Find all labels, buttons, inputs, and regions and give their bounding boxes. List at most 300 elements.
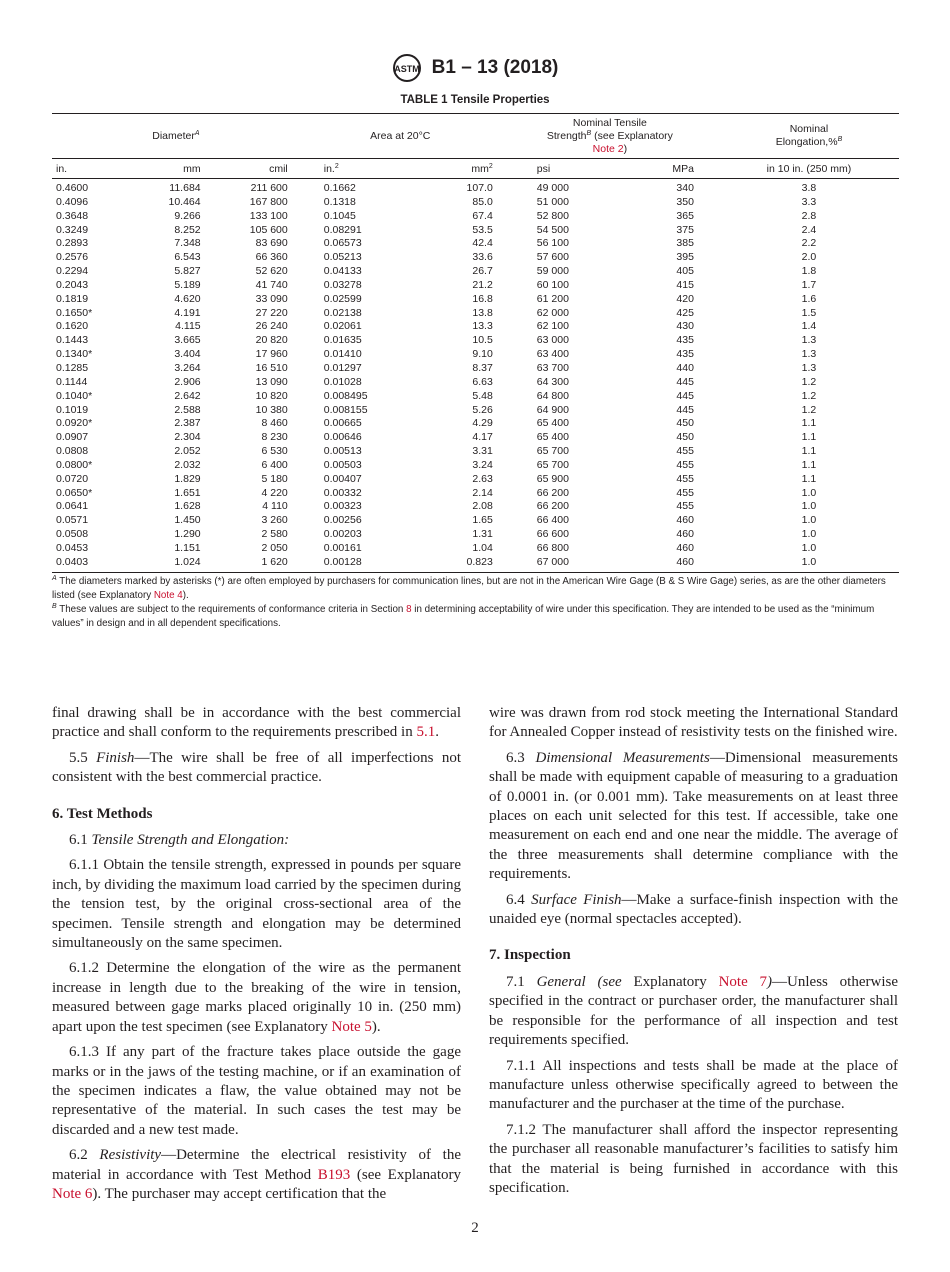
text-run: final drawing shall be in accordance with the best commercial practice and shall conform to the requirements prescribed in xyxy=(52,705,461,741)
cell-diameter-mm: 2.588 xyxy=(174,403,201,416)
cell-area-mm2: 1.65 xyxy=(472,514,493,527)
cell-strength-psi: 49 000 xyxy=(536,182,569,194)
cell-diameter-in: 0.0650* xyxy=(56,486,93,499)
text-run: 6.2 xyxy=(69,1147,100,1164)
unit-elongation: in 10 in. (250 mm) xyxy=(719,159,899,179)
unit-cmil: cmil xyxy=(201,159,300,179)
cell-strength-psi: 62 100 xyxy=(536,320,569,333)
table-row xyxy=(52,542,899,556)
cell-area-mm2: 13.3 xyxy=(472,320,493,333)
cell-strength-mpa: 340 xyxy=(676,182,694,194)
cell-elongation: 2.8 xyxy=(801,209,817,222)
cell-strength-mpa: 375 xyxy=(676,223,694,236)
cell-diameter-cmil: 10 380 xyxy=(255,403,288,416)
cell-diameter-in: 0.1285 xyxy=(56,361,89,374)
cell-strength-mpa: 455 xyxy=(676,472,694,485)
cell-area-in2: 0.01410 xyxy=(323,348,362,361)
cell-diameter-cmil: 52 620 xyxy=(255,265,288,278)
text-run: 6.1.1 Obtain the tensile strength, expressed in pounds per square inch, by dividing the maximum load carried by the specimen during the tension test, by the original cross-sectional area of the specimen. Tensile strength and elongation may be determined simultaneously on the same specimen. xyxy=(52,857,461,952)
cell-diameter-cmil: 41 740 xyxy=(255,278,288,291)
cell-elongation: 2.0 xyxy=(801,251,817,264)
cell-strength-mpa: 435 xyxy=(676,348,694,361)
cell-diameter-in: 0.0508 xyxy=(56,528,89,541)
table-row xyxy=(52,487,899,501)
cell-diameter-cmil: 3 260 xyxy=(261,514,288,527)
cell-diameter-cmil: 26 240 xyxy=(255,320,288,333)
text-run: 6.1.3 If any part of the fracture takes place outside the gage marks or in the jaws of the testing machine, or if an examination of the specimen indicates a flaw, the value obtained may not be representative of the material. In such cases the test may be discarded and a new test made. xyxy=(52,1044,461,1138)
cell-strength-mpa: 460 xyxy=(600,556,719,572)
italic-run: Resistivity xyxy=(99,1147,162,1164)
table-row xyxy=(52,404,899,418)
unit-in2: in.$^2$ xyxy=(300,159,368,179)
cell-strength-psi: 66 600 xyxy=(536,528,569,541)
cell-strength-psi: 64 900 xyxy=(536,403,569,416)
cell-strength-psi: 67 000 xyxy=(501,556,600,572)
text-run: 6.3 xyxy=(506,749,536,766)
cell-diameter-in: 0.0453 xyxy=(56,541,89,554)
cell-strength-mpa: 435 xyxy=(676,334,694,347)
cell-strength-psi: 66 800 xyxy=(536,541,569,554)
cell-diameter-mm: 2.304 xyxy=(174,431,201,444)
cell-strength-psi: 65 900 xyxy=(536,472,569,485)
cell-diameter-cmil: 167 800 xyxy=(249,195,288,208)
cell-elongation: 2.4 xyxy=(801,223,817,236)
unit-mm2: $mm^2$ xyxy=(368,159,501,179)
table-row xyxy=(52,390,899,404)
cell-elongation: 1.2 xyxy=(801,375,817,388)
cell-area-in2: 0.06573 xyxy=(323,237,362,250)
cell-diameter-mm: 8.252 xyxy=(174,223,201,236)
table-row xyxy=(52,307,899,321)
cell-diameter-mm: 7.348 xyxy=(174,237,201,250)
cell-diameter-mm: 5.189 xyxy=(174,278,201,291)
text-run: 7.1.1 All inspections and tests shall be made at the place of manufacture unless otherwise specifically agreed to between the manufacturer and the purchaser at the time of the purchase. xyxy=(489,1057,898,1113)
cell-strength-mpa: 455 xyxy=(676,500,694,513)
unit-psi: psi xyxy=(501,159,600,179)
cell-diameter-cmil: 33 090 xyxy=(255,292,288,305)
section-heading xyxy=(52,805,461,824)
cell-strength-psi: 61 200 xyxy=(536,292,569,305)
cell-elongation: 1.5 xyxy=(801,306,817,319)
cell-elongation: 1.0 xyxy=(801,514,817,527)
cell-area-in2: 0.01028 xyxy=(323,375,362,388)
cell-area-in2: 0.02599 xyxy=(323,292,362,305)
cell-area-in2: 0.00161 xyxy=(323,541,362,554)
left-text-column xyxy=(52,704,461,1210)
cell-area-in2: 0.01297 xyxy=(323,361,362,374)
text-run: 6.4 xyxy=(506,891,532,908)
cell-diameter-mm: 1.151 xyxy=(174,541,201,554)
cell-diameter-in: 0.0571 xyxy=(56,514,89,527)
reference-link[interactable]: Note 6 xyxy=(52,1185,93,1202)
cell-strength-mpa: 445 xyxy=(676,375,694,388)
italic-run: ) xyxy=(767,973,773,990)
cell-diameter-in: 0.4600 xyxy=(56,182,89,194)
cell-strength-psi: 66 200 xyxy=(536,486,569,499)
paragraph xyxy=(52,749,461,788)
cell-strength-mpa: 405 xyxy=(676,265,694,278)
cell-diameter-in: 0.4096 xyxy=(56,195,89,208)
text-run: 5.5 xyxy=(69,749,97,766)
cell-strength-psi: 63 700 xyxy=(536,361,569,374)
table-row xyxy=(52,362,899,376)
cell-area-mm2: 3.31 xyxy=(472,445,493,458)
cell-diameter-in: 0.0641 xyxy=(56,500,89,513)
cell-elongation: 1.0 xyxy=(801,500,817,513)
area-group-header: Area at 20°C xyxy=(300,114,501,159)
table-row xyxy=(52,500,899,514)
paragraph xyxy=(489,1121,898,1199)
cell-strength-mpa: 365 xyxy=(676,209,694,222)
italic-run: Surface Finish xyxy=(531,891,622,908)
cell-area-mm2: 21.2 xyxy=(472,278,493,291)
cell-area-in2: 0.02061 xyxy=(323,320,362,333)
cell-strength-psi: 66 200 xyxy=(536,500,569,513)
cell-diameter-in: 0.1040* xyxy=(56,389,93,402)
cell-strength-psi: 65 700 xyxy=(536,445,569,458)
cell-elongation: 1.2 xyxy=(801,389,817,402)
table-row xyxy=(52,179,899,196)
cell-area-in2: 0.00203 xyxy=(323,528,362,541)
cell-diameter-in: 0.1144 xyxy=(56,375,88,388)
cell-diameter-in: 0.2294 xyxy=(56,265,89,278)
cell-area-mm2: 42.4 xyxy=(472,237,493,250)
text-run: wire was drawn from rod stock meeting the International Standard for Annealed Copper instead of resistivity tests on the finished wire. xyxy=(489,705,898,741)
cell-diameter-cmil: 27 220 xyxy=(255,306,288,319)
cell-area-in2: 0.02138 xyxy=(323,306,362,319)
cell-strength-psi: 60 100 xyxy=(536,278,569,291)
cell-area-mm2: 9.10 xyxy=(472,348,493,361)
paragraph xyxy=(52,704,461,743)
text-run: 6. Test Methods xyxy=(52,805,153,822)
table-row xyxy=(52,251,899,265)
cell-strength-mpa: 415 xyxy=(676,278,694,291)
cell-diameter-in: 0.2576 xyxy=(56,251,89,264)
section-heading xyxy=(489,946,898,965)
cell-elongation: 1.3 xyxy=(801,334,817,347)
cell-diameter-in: 0.1340* xyxy=(56,348,93,361)
text-run: —Make a surface-finish inspection with the unaided eye (normal spectacles accepted). xyxy=(489,891,899,928)
cell-diameter-cmil: 4 110 xyxy=(262,500,288,513)
cell-diameter-cmil: 13 090 xyxy=(255,375,288,388)
page-number: 2 xyxy=(471,1220,479,1236)
text-run: 6.1 xyxy=(69,832,92,849)
italic-run: Finish xyxy=(96,749,135,766)
cell-area-mm2: 1.04 xyxy=(472,541,493,554)
table-row xyxy=(52,445,899,459)
cell-strength-mpa: 425 xyxy=(676,306,694,319)
cell-strength-psi: 65 700 xyxy=(536,458,569,471)
text-run: 6.1.2 Determine the elongation of the wire as the permanent increase in length due to the breaking of the wire in tension, measured between gage marks placed originally 10 in. (250 mm) apart upon the test specimen (see Explanatory xyxy=(52,960,461,1035)
paragraph xyxy=(489,1057,898,1115)
cell-diameter-mm: 2.906 xyxy=(174,375,201,388)
astm-logo-icon xyxy=(392,52,422,84)
cell-strength-mpa: 445 xyxy=(676,389,694,402)
cell-area-mm2: 4.17 xyxy=(472,431,493,444)
table-row xyxy=(52,237,899,251)
text-run: Explanatory xyxy=(633,973,719,990)
cell-diameter-cmil: 5 180 xyxy=(261,472,288,485)
cell-area-in2: 0.00407 xyxy=(323,472,362,485)
cell-area-mm2: 1.31 xyxy=(472,528,493,541)
cell-area-mm2: 107.0 xyxy=(466,182,493,194)
reference-link[interactable]: Note 5 xyxy=(331,1018,372,1035)
cell-diameter-cmil: 83 690 xyxy=(255,237,288,250)
cell-diameter-in: 0.2043 xyxy=(56,278,89,291)
cell-diameter-mm: 3.404 xyxy=(174,348,201,361)
cell-diameter-in: 0.1620 xyxy=(56,320,89,333)
note-2-link[interactable]: Note 2 xyxy=(592,142,624,155)
cell-diameter-cmil: 17 960 xyxy=(255,348,288,361)
paragraph xyxy=(489,749,898,885)
reference-link[interactable]: B193 xyxy=(317,1166,351,1183)
cell-diameter-cmil: 105 600 xyxy=(249,223,288,236)
cell-area-in2: 0.1318 xyxy=(323,195,356,208)
cell-diameter-cmil: 20 820 xyxy=(255,334,288,347)
section-8-link[interactable]: 8 xyxy=(406,604,412,615)
cell-diameter-cmil: 6 400 xyxy=(261,458,288,471)
table-title: TABLE 1 Tensile Properties xyxy=(400,94,550,106)
cell-elongation: 1.2 xyxy=(801,403,817,416)
note-4-link[interactable]: Note 4 xyxy=(153,589,183,601)
elongation-group-header: Nominal Elongation,%$^B$ xyxy=(719,114,899,159)
cell-strength-psi: 65 400 xyxy=(536,417,569,430)
cell-diameter-cmil: 2 580 xyxy=(261,528,288,541)
cell-area-mm2: 3.24 xyxy=(472,458,493,471)
cell-diameter-mm: 9.266 xyxy=(174,209,201,222)
cell-diameter-mm: 3.264 xyxy=(174,361,201,374)
text-run: ). The purchaser may accept certification that the xyxy=(92,1185,387,1202)
table-row xyxy=(52,196,899,210)
text-run: 7.1 xyxy=(506,973,537,990)
table-row xyxy=(52,417,899,431)
cell-strength-psi: 56 100 xyxy=(536,237,569,250)
cell-strength-mpa: 430 xyxy=(676,320,694,333)
cell-strength-mpa: 450 xyxy=(676,417,694,430)
diameter-group-header: Diameter$^A$ xyxy=(52,114,300,159)
table-row xyxy=(52,376,899,390)
cell-area-mm2: 5.26 xyxy=(472,403,493,416)
paragraph xyxy=(489,891,898,930)
cell-area-in2: 0.00128 xyxy=(300,556,368,572)
cell-strength-mpa: 460 xyxy=(676,528,694,541)
cell-strength-mpa: 420 xyxy=(676,292,694,305)
cell-diameter-cmil: 211 600 xyxy=(250,182,288,194)
cell-diameter-mm: 4.115 xyxy=(175,320,201,333)
paragraph xyxy=(52,1146,461,1204)
cell-strength-mpa: 450 xyxy=(676,431,694,444)
cell-strength-psi: 57 600 xyxy=(536,251,569,264)
cell-strength-psi: 65 400 xyxy=(536,431,569,444)
cell-area-mm2: 16.8 xyxy=(472,292,493,305)
paragraph xyxy=(52,856,461,953)
cell-elongation: 1.1 xyxy=(801,458,817,471)
cell-diameter-cmil: 16 510 xyxy=(255,361,288,374)
cell-elongation: 1.0 xyxy=(801,486,817,499)
cell-diameter-in: 0.1019 xyxy=(56,403,89,416)
cell-strength-psi: 59 000 xyxy=(536,265,569,278)
table-row xyxy=(52,556,899,572)
cell-elongation: 1.0 xyxy=(801,541,817,554)
cell-diameter-in: 0.0920* xyxy=(56,417,93,430)
table-row xyxy=(52,210,899,224)
cell-diameter-mm: 1.450 xyxy=(174,514,201,527)
cell-diameter-in: 0.3249 xyxy=(56,223,89,236)
cell-diameter-mm: 1.290 xyxy=(174,528,201,541)
italic-run: General (see xyxy=(536,973,634,990)
cell-area-in2: 0.04133 xyxy=(323,265,362,278)
cell-elongation: 1.3 xyxy=(801,361,817,374)
cell-area-in2: 0.00646 xyxy=(323,431,362,444)
text-run: —Dimensional measurements shall be made with equipment capable of measuring to a graduation of 0.0001 in. (or 0.001 mm). Take measurements on at least three places on each unit selected for this test. If accessible, take one measurement on each end and one near the middle. The average of the three measurements shall determine compliance with the requirements. xyxy=(489,749,899,883)
table-row xyxy=(52,348,899,362)
reference-link[interactable]: Note 7 xyxy=(718,973,768,990)
cell-area-in2: 0.1045 xyxy=(323,209,356,222)
cell-area-mm2: 26.7 xyxy=(472,265,493,278)
cell-diameter-mm: 10.464 xyxy=(168,195,201,208)
cell-area-in2: 0.008155 xyxy=(323,403,368,416)
tensile-properties-table xyxy=(52,113,899,573)
cell-diameter-in: 0.2893 xyxy=(56,237,89,250)
cell-strength-mpa: 455 xyxy=(676,458,694,471)
table-row xyxy=(52,334,899,348)
cell-diameter-in: 0.0808 xyxy=(56,445,89,458)
text-run: . xyxy=(435,724,439,741)
cell-strength-mpa: 445 xyxy=(676,403,694,416)
cell-diameter-cmil: 66 360 xyxy=(255,251,288,264)
cell-diameter-in: 0.3648 xyxy=(56,209,89,222)
cell-diameter-in: 0.0403 xyxy=(52,556,131,572)
cell-strength-psi: 62 000 xyxy=(536,306,569,319)
cell-strength-mpa: 440 xyxy=(676,361,694,374)
paragraph xyxy=(52,1043,461,1140)
table-row xyxy=(52,431,899,445)
cell-area-mm2: 85.0 xyxy=(472,195,493,208)
cell-strength-mpa: 455 xyxy=(676,486,694,499)
unit-mm: mm xyxy=(131,159,200,179)
cell-diameter-cmil: 2 050 xyxy=(261,541,288,554)
cell-area-in2: 0.08291 xyxy=(323,223,362,236)
cell-diameter-in: 0.1443 xyxy=(56,334,89,347)
cell-strength-mpa: 385 xyxy=(676,237,694,250)
cell-diameter-cmil: 1 620 xyxy=(201,556,300,572)
cell-diameter-mm: 1.651 xyxy=(174,486,201,499)
paragraph xyxy=(489,704,898,743)
footnote-a: $^A$ The diameters marked by asterisks (*) are often employed by purchasers for communication lines, but are not in the American Wire Gage (B & S Wire Gage) series, as are the other diameters listed (see Explanatory Note 4). xyxy=(52,575,886,601)
table-row xyxy=(52,293,899,307)
cell-elongation: 3.8 xyxy=(801,182,817,194)
paragraph xyxy=(52,831,461,850)
cell-area-mm2: 6.63 xyxy=(472,375,493,388)
cell-diameter-mm: 1.628 xyxy=(174,500,201,513)
cell-diameter-cmil: 6 530 xyxy=(261,445,288,458)
svg-text:ASTM: ASTM xyxy=(393,64,420,74)
cell-diameter-in: 0.0907 xyxy=(56,431,89,444)
cell-area-in2: 0.05213 xyxy=(323,251,362,264)
right-text-column xyxy=(489,704,898,1204)
text-run: —The wire shall be free of all imperfections not consistent with the best commercial practice. xyxy=(52,749,461,786)
cell-area-mm2: 67.4 xyxy=(472,209,493,222)
table-row xyxy=(52,473,899,487)
cell-diameter-cmil: 8 230 xyxy=(261,431,288,444)
text-run: (see Explanatory xyxy=(350,1166,461,1183)
strength-group-header: Nominal Tensile Strength$^B$ (see Explanatory Note 2) xyxy=(501,114,719,159)
cell-strength-psi: 52 800 xyxy=(536,209,569,222)
cell-area-in2: 0.01635 xyxy=(323,334,362,347)
cell-diameter-in: 0.1819 xyxy=(56,292,89,305)
cell-strength-mpa: 395 xyxy=(676,251,694,264)
table-row xyxy=(52,320,899,334)
cell-area-mm2: 2.63 xyxy=(472,472,493,485)
cell-diameter-mm: 3.665 xyxy=(174,334,201,347)
cell-area-mm2: 0.823 xyxy=(368,556,501,572)
cell-strength-psi: 54 500 xyxy=(536,223,569,236)
cell-elongation: 1.0 xyxy=(801,528,817,541)
cell-strength-psi: 63 000 xyxy=(536,334,569,347)
cell-strength-mpa: 460 xyxy=(676,514,694,527)
text-run: —Determine the electrical resistivity of the material in accordance with Test Method xyxy=(52,1147,461,1183)
cell-diameter-in: 0.0800* xyxy=(56,458,93,471)
cell-strength-mpa: 455 xyxy=(676,445,694,458)
cell-area-in2: 0.00665 xyxy=(323,417,362,430)
cell-elongation: 1.0 xyxy=(719,556,899,572)
cell-elongation: 1.7 xyxy=(801,278,817,291)
cell-diameter-mm: 2.052 xyxy=(174,445,201,458)
cell-diameter-in: 0.1650* xyxy=(56,306,93,319)
text-run: 7.1.2 The manufacturer shall afford the inspector representing the purchaser all reasonable manufacturer’s facilities to satisfy him that the material is being furnished in accordance with this specification. xyxy=(489,1121,898,1196)
cell-area-mm2: 13.8 xyxy=(472,306,493,319)
cell-area-mm2: 33.6 xyxy=(472,251,493,264)
document-header xyxy=(0,52,950,84)
cell-area-in2: 0.00503 xyxy=(323,458,362,471)
cell-strength-psi: 63 400 xyxy=(536,348,569,361)
cell-area-in2: 0.1662 xyxy=(323,182,356,194)
cell-area-in2: 0.00323 xyxy=(323,500,362,513)
text-run: 7. Inspection xyxy=(489,947,571,964)
cell-diameter-cmil: 133 100 xyxy=(249,209,288,222)
cell-area-in2: 0.03278 xyxy=(323,278,362,291)
unit-in: in. xyxy=(52,159,131,179)
cell-diameter-mm: 6.543 xyxy=(174,251,201,264)
table-row xyxy=(52,279,899,293)
cell-area-in2: 0.008495 xyxy=(323,389,368,402)
cell-area-mm2: 2.08 xyxy=(472,500,493,513)
table-row xyxy=(52,265,899,279)
paragraph xyxy=(52,959,461,1037)
footnote-b: $^B$ These values are subject to the requirements of conformance criteria in Section 8 in determining acceptability of wire under this specification. They are intended to be used as the “minimum values” in design and in all dependent specifications. xyxy=(52,603,875,629)
table-row xyxy=(52,528,899,542)
cell-diameter-cmil: 4 220 xyxy=(261,486,288,499)
cell-area-in2: 0.00513 xyxy=(323,445,362,458)
reference-link[interactable]: 5.1 xyxy=(416,724,436,741)
italic-run: Dimensional Measurements xyxy=(535,749,710,766)
table-row xyxy=(52,514,899,528)
cell-diameter-in: 0.0720 xyxy=(56,472,89,485)
cell-elongation: 1.4 xyxy=(801,320,817,333)
cell-elongation: 1.1 xyxy=(801,417,817,430)
cell-diameter-mm: 4.191 xyxy=(174,306,201,319)
cell-diameter-mm: 2.387 xyxy=(174,417,201,430)
cell-strength-mpa: 460 xyxy=(676,541,694,554)
cell-diameter-cmil: 8 460 xyxy=(261,417,288,430)
cell-diameter-mm: 11.684 xyxy=(169,182,201,194)
cell-elongation: 2.2 xyxy=(801,237,817,250)
cell-strength-psi: 66 400 xyxy=(536,514,569,527)
cell-area-mm2: 2.14 xyxy=(472,486,493,499)
cell-diameter-mm: 5.827 xyxy=(174,265,201,278)
cell-diameter-mm: 1.024 xyxy=(131,556,200,572)
cell-area-in2: 0.00256 xyxy=(323,514,362,527)
